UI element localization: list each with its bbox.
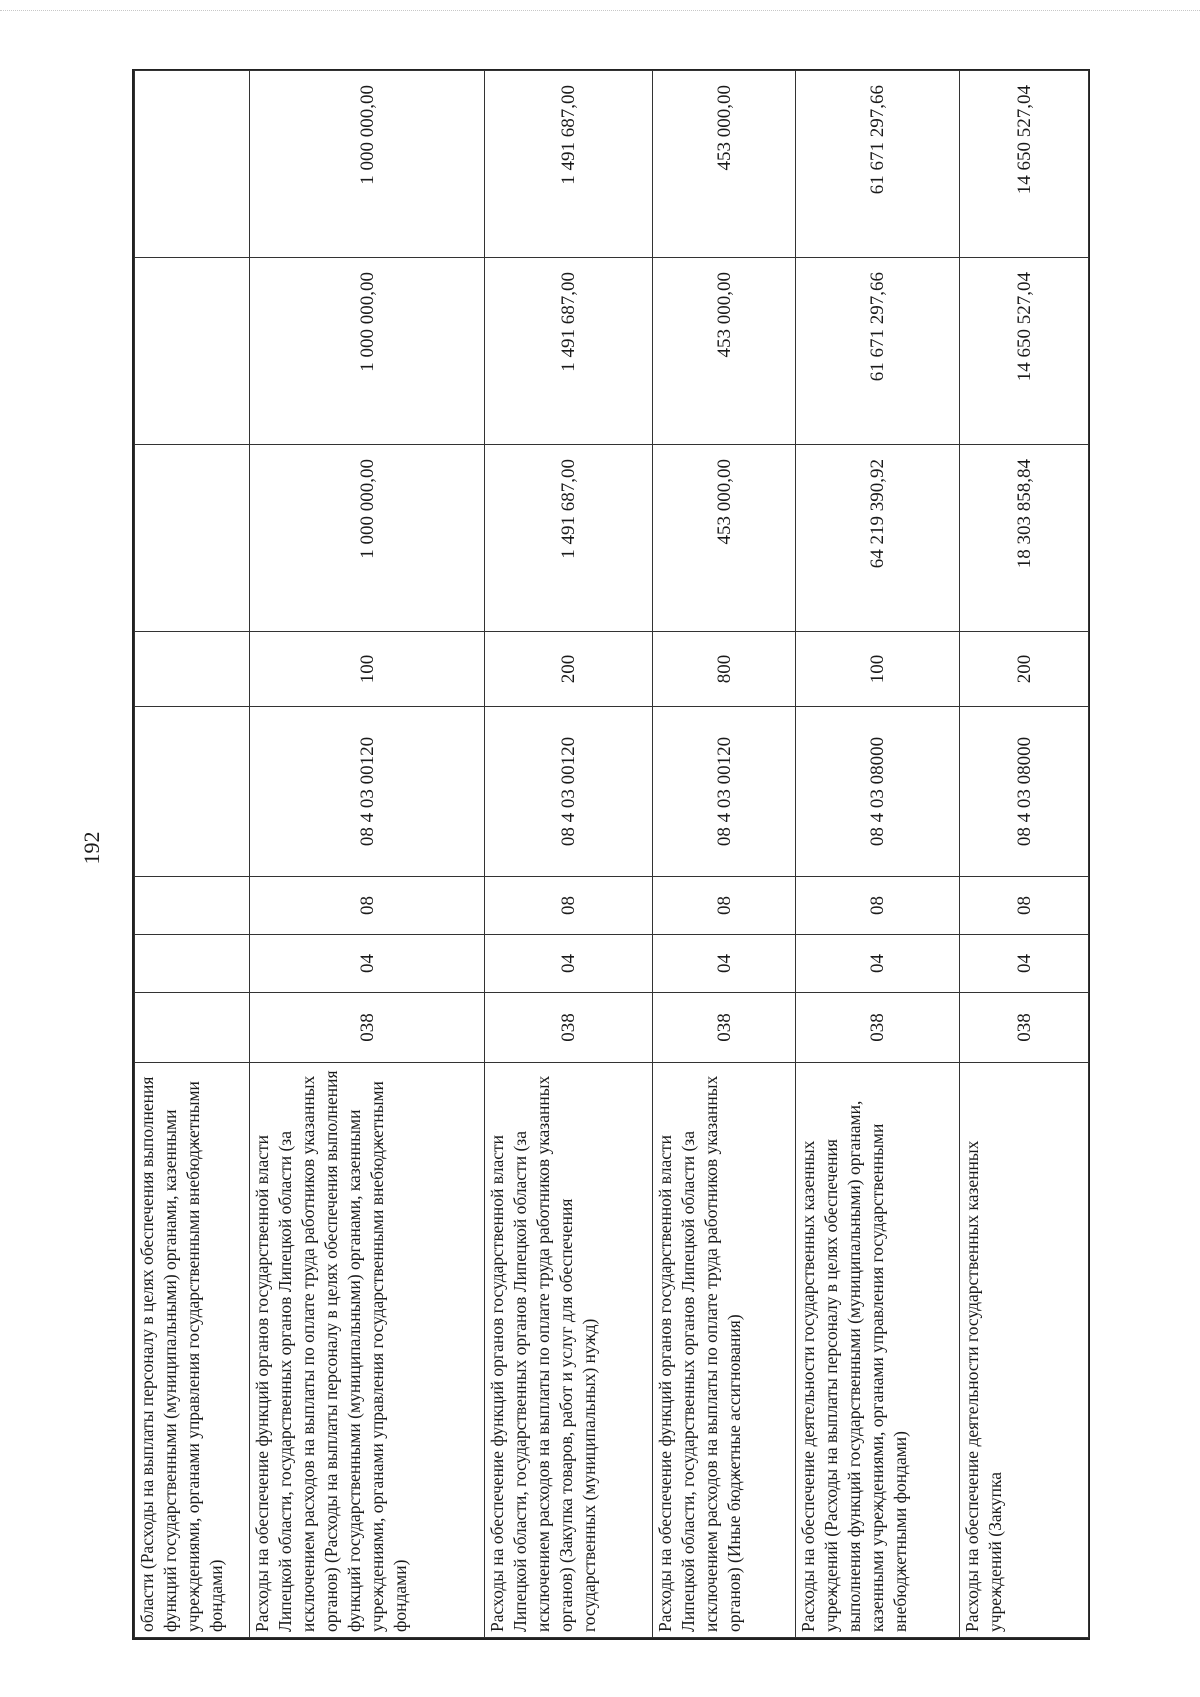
target-article-code: 08 4 03 08000 [796, 707, 960, 877]
section-code: 04 [960, 935, 1089, 993]
section-code: 04 [250, 935, 485, 993]
amount-year-3: 453 000,00 [653, 71, 796, 258]
ved-code: 038 [796, 993, 960, 1063]
expense-type-code: 200 [485, 632, 653, 707]
subsection-code: 08 [485, 877, 653, 935]
table-row [250, 71, 485, 1638]
ved-code: 038 [960, 993, 1089, 1063]
expense-type-code: 100 [250, 632, 485, 707]
page-number: 192 [79, 831, 104, 865]
table-row [485, 71, 653, 1638]
target-article-code: 08 4 03 00120 [250, 707, 485, 877]
target-article-code: 08 4 03 00120 [485, 707, 653, 877]
ved-code [135, 993, 250, 1063]
amount-year-1: 453 000,00 [653, 445, 796, 632]
scan-top-edge [0, 10, 1200, 11]
amount-year-3: 61 671 297,66 [796, 71, 960, 258]
table-row [960, 71, 1089, 1638]
row-description: Расходы на обеспечение деятельности государственных казенных учреждений (Закупка [960, 1063, 1089, 1638]
amount-year-1 [135, 445, 250, 632]
section-code: 04 [796, 935, 960, 993]
ved-code: 038 [653, 993, 796, 1063]
row-description: Расходы на обеспечение деятельности государственных казенных учреждений (Расходы на выплаты персоналу в целях обеспечения выполнения функций государственными (муниципальными) органами, казенными учреждениями, органами управления государственными внебюджетными фондами) [796, 1063, 960, 1638]
row-description: области (Расходы на выплаты персоналу в целях обеспечения выполнения функций государственными (муниципальными) органами, казенными учреждениями, органами управления государственными внебюджетными фондами) [135, 1063, 250, 1638]
ved-code: 038 [485, 993, 653, 1063]
amount-year-1: 1 491 687,00 [485, 445, 653, 632]
expense-type-code: 800 [653, 632, 796, 707]
target-article-code [135, 707, 250, 877]
subsection-code: 08 [796, 877, 960, 935]
row-description: Расходы на обеспечение функций органов государственной власти Липецкой области, государственных органов Липецкой области (за исключением расходов на выплаты по оплате труда работников указанных органов) (Расходы на выплаты персоналу в целях обеспечения выполнения функций государственными (муниципальными) органами, казенными учреждениями, органами управления государственными внебюджетными фондами) [250, 1063, 485, 1638]
row-description: Расходы на обеспечение функций органов государственной власти Липецкой области, государственных органов Липецкой области (за исключением расходов на выплаты по оплате труда работников указанных органов) (Закупка товаров, работ и услуг для обеспечения государственных (муниципальных) нужд) [485, 1063, 653, 1638]
ved-code: 038 [250, 993, 485, 1063]
amount-year-2: 1 000 000,00 [250, 258, 485, 445]
target-article-code: 08 4 03 00120 [653, 707, 796, 877]
table-row [135, 71, 250, 1638]
amount-year-3: 14 650 527,04 [960, 71, 1089, 258]
amount-year-1: 64 219 390,92 [796, 445, 960, 632]
amount-year-2: 14 650 527,04 [960, 258, 1089, 445]
subsection-code [135, 877, 250, 935]
budget-table [134, 70, 1089, 1638]
amount-year-2 [135, 258, 250, 445]
subsection-code: 08 [250, 877, 485, 935]
table-row [796, 71, 960, 1638]
target-article-code: 08 4 03 08000 [960, 707, 1089, 877]
amount-year-3: 1 491 687,00 [485, 71, 653, 258]
row-description: Расходы на обеспечение функций органов государственной власти Липецкой области, государственных органов Липецкой области (за исключением расходов на выплаты по оплате труда работников указанных органов) (Иные бюджетные ассигнования) [653, 1063, 796, 1638]
amount-year-3: 1 000 000,00 [250, 71, 485, 258]
subsection-code: 08 [960, 877, 1089, 935]
section-code: 04 [653, 935, 796, 993]
amount-year-1: 18 303 858,84 [960, 445, 1089, 632]
table-row [653, 71, 796, 1638]
expense-type-code: 200 [960, 632, 1089, 707]
section-code: 04 [485, 935, 653, 993]
subsection-code: 08 [653, 877, 796, 935]
amount-year-2: 1 491 687,00 [485, 258, 653, 445]
expense-type-code [135, 632, 250, 707]
amount-year-3 [135, 71, 250, 258]
budget-table-frame [132, 69, 1090, 1640]
amount-year-1: 1 000 000,00 [250, 445, 485, 632]
section-code [135, 935, 250, 993]
amount-year-2: 61 671 297,66 [796, 258, 960, 445]
expense-type-code: 100 [796, 632, 960, 707]
amount-year-2: 453 000,00 [653, 258, 796, 445]
